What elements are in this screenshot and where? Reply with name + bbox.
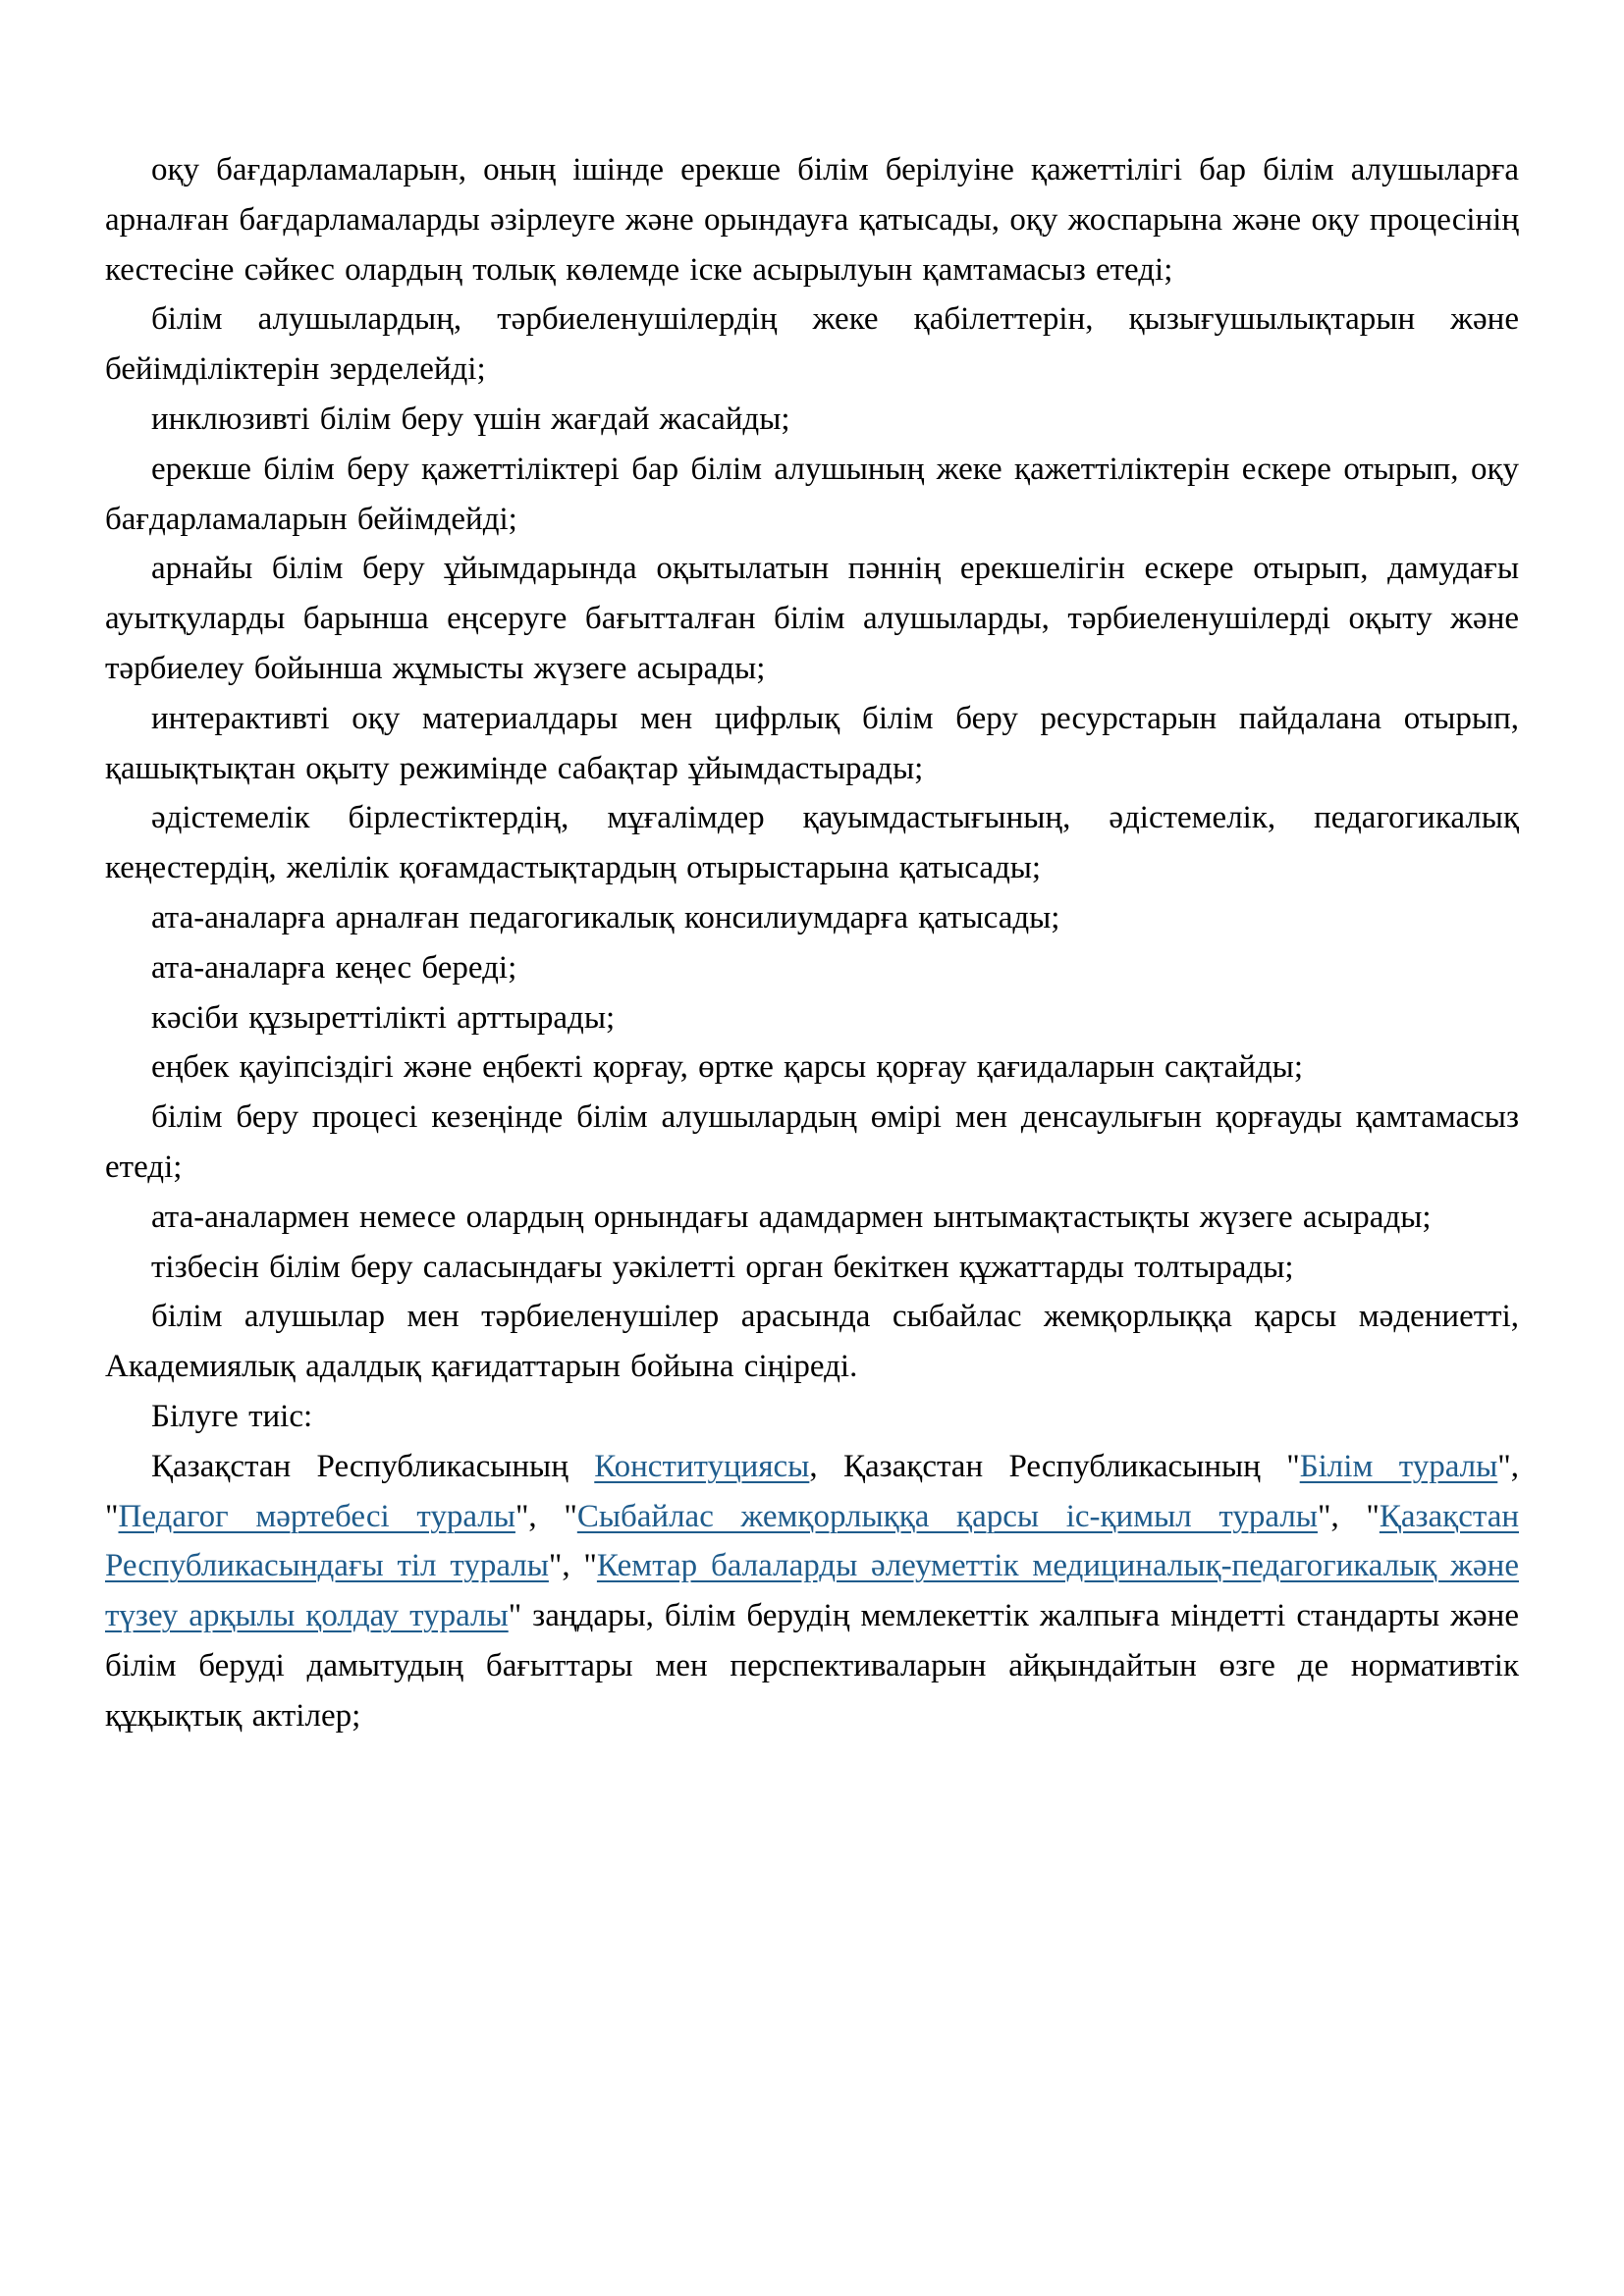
text-run: тізбесін білім беру саласындағы уәкілетті орган бекіткен құжаттарды толтырады; — [151, 1249, 1294, 1285]
paragraph-3 — [105, 395, 1519, 445]
text-run: ата-аналарға арналған педагогикалық консилиумдарға қатысады; — [151, 899, 1060, 935]
paragraph-6 — [105, 694, 1519, 794]
paragraph-11 — [105, 1042, 1519, 1093]
text-run: ", " — [1317, 1498, 1380, 1534]
paragraph-16 — [105, 1392, 1519, 1442]
paragraph-15 — [105, 1292, 1519, 1392]
text-run: ерекше білім беру қажеттіліктері бар білім алушының жеке қажеттіліктерін ескере отырып, оқу бағдарламаларын бейімдейді; — [105, 451, 1519, 537]
text-run: инклюзивті білім беру үшін жағдай жасайды; — [151, 400, 790, 437]
text-run: білім алушылардың, тәрбиеленушілердің жеке қабілеттерін, қызығушылықтарын және бейімділіктерін зерделейді; — [105, 301, 1519, 388]
text-run: әдістемелік бірлестіктердің, мұғалімдер қауымдастығының, әдістемелік, педагогикалық кеңестердің, желілік қоғамдастықтардың отырыстарына қатысады; — [105, 800, 1519, 886]
text-run: Білуге тиіс: — [151, 1398, 313, 1434]
hyperlink[interactable]: Педагог мәртебесі туралы — [118, 1498, 515, 1534]
hyperlink[interactable]: Конституциясы — [594, 1448, 810, 1484]
hyperlink[interactable]: Кемтар балаларды әлеуметтік медициналық-педагогикалық және түзеу арқылы қолдау туралы — [105, 1548, 1519, 1634]
text-run: оқу бағдарламаларын, оның ішінде ерекше білім берілуіне қажеттілігі бар білім алушыларға арналған бағдарламаларды әзірлеуге және орындауға қатысады, оқу жоспарына және оқу процесінің кестесіне сәйкес олардың толық көлемде іске асырылуын қамтамасыз етеді; — [105, 152, 1519, 288]
text-run: ата-аналарға кеңес береді; — [151, 949, 517, 986]
text-run: ", " — [548, 1548, 597, 1584]
document-body — [105, 145, 1519, 1741]
paragraph-5 — [105, 544, 1519, 693]
text-run: ", " — [105, 1448, 1520, 1534]
text-run: интерактивті оқу материалдары мен цифрлық білім беру ресурстарын пайдалана отырып, қашықтықтан оқыту режимінде сабақтар ұйымдастырады; — [105, 700, 1519, 786]
text-run: білім алушылар мен тәрбиеленушілер арасында сыбайлас жемқорлыққа қарсы мәдениетті, Академиялық адалдық қағидаттарын бойына сіңіреді. — [105, 1299, 1519, 1385]
paragraph-2 — [105, 294, 1519, 395]
text-run: кәсіби құзыреттілікті арттырады; — [151, 999, 616, 1036]
text-run: білім беру процесі кезеңінде білім алушылардың өмірі мен денсаулығын қорғауды қамтамасыз етеді; — [105, 1099, 1519, 1185]
paragraph-9 — [105, 943, 1519, 993]
text-run: арнайы білім беру ұйымдарында оқытылатын пәннің ерекшелігін ескере отырып, дамудағы ауытқуларды барынша еңсеруге бағытталған білім алушыларды, тәрбиеленушілерді оқыту және тәрбиелеу бойынша жұмысты жүзеге асырады; — [105, 551, 1519, 686]
paragraph-10 — [105, 993, 1519, 1043]
paragraph-8 — [105, 893, 1519, 943]
text-run: еңбек қауіпсіздігі және еңбекті қорғау, өртке қарсы қорғау қағидаларын сақтайды; — [151, 1049, 1303, 1086]
paragraph-12 — [105, 1093, 1519, 1193]
text-run: , Қазақстан Республикасының " — [809, 1448, 1300, 1484]
text-run: " заңдары, білім берудің мемлекеттік жалпыға міндетті стандарты және білім беруді дамытудың бағыттары мен перспективаларын айқындайтын өзге де нормативтік құқықтық актілер; — [105, 1598, 1519, 1734]
hyperlink[interactable]: Білім туралы — [1299, 1448, 1498, 1484]
paragraph-7 — [105, 793, 1519, 893]
paragraph-4 — [105, 445, 1519, 545]
paragraph-1 — [105, 145, 1519, 294]
text-run: ", " — [514, 1498, 577, 1534]
hyperlink[interactable]: Сыбайлас жемқорлыққа қарсы іс-қимыл туралы — [576, 1498, 1318, 1534]
text-run: Қазақстан Республикасының — [151, 1448, 595, 1484]
text-run: ата-аналармен немесе олардың орнындағы адамдармен ынтымақтастықты жүзеге асырады; — [151, 1199, 1432, 1235]
paragraph-14 — [105, 1243, 1519, 1293]
paragraph-17 — [105, 1442, 1519, 1741]
paragraph-13 — [105, 1193, 1519, 1243]
hyperlink[interactable]: Қазақстан Республикасындағы тіл туралы — [105, 1498, 1519, 1584]
